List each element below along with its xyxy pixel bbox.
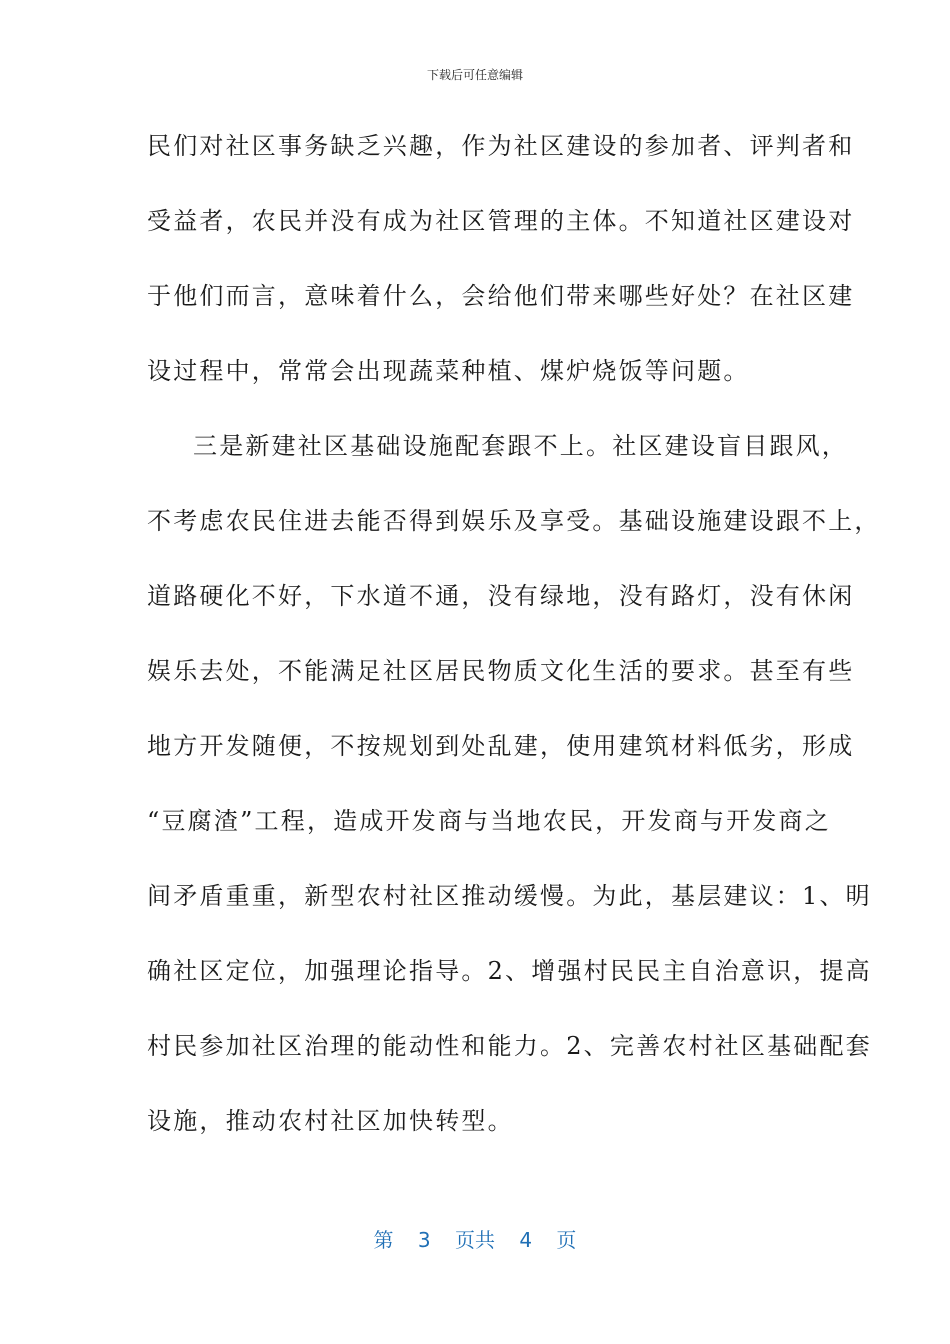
body-line-6: 不考虑农民住进去能否得到娱乐及享受。基础设施建设跟不上， xyxy=(147,507,881,535)
body-line-4: 设过程中，常常会出现蔬菜种植、煤炉烧饭等问题。 xyxy=(147,357,750,385)
body-line-11: 间矛盾重重，新型农村社区推动缓慢。为此，基层建议：1、明 xyxy=(147,882,872,910)
body-line-9: 地方开发随便，不按规划到处乱建，使用建筑材料低劣，形成 xyxy=(147,732,855,760)
body-line-14: 设施，推动农村社区加快转型。 xyxy=(147,1107,514,1135)
body-line-10: “豆腐渣”工程，造成开发商与当地农民，开发商与开发商之 xyxy=(147,807,831,835)
body-line-2: 受益者，农民并没有成为社区管理的主体。不知道社区建设对 xyxy=(147,207,855,235)
page-number: 第 3 页共 4 页 xyxy=(373,1228,577,1252)
body-line-7: 道路硬化不好，下水道不通，没有绿地，没有路灯，没有休闲 xyxy=(147,582,855,610)
body-line-8: 娱乐去处，不能满足社区居民物质文化生活的要求。甚至有些 xyxy=(147,657,855,685)
body-line-1: 民们对社区事务缺乏兴趣，作为社区建设的参加者、评判者和 xyxy=(147,132,855,160)
body-line-12: 确社区定位，加强理论指导。2、增强村民民主自治意识，提高 xyxy=(147,957,872,985)
body-line-13: 村民参加社区治理的能动性和能力。2、完善农村社区基础配套 xyxy=(147,1032,872,1060)
body-line-5: 三是新建社区基础设施配套跟不上。社区建设盲目跟风， xyxy=(193,432,848,460)
body-line-3: 于他们而言，意味着什么，会给他们带来哪些好处？在社区建 xyxy=(147,282,855,310)
header-note: 下载后可任意编辑 xyxy=(426,68,523,82)
